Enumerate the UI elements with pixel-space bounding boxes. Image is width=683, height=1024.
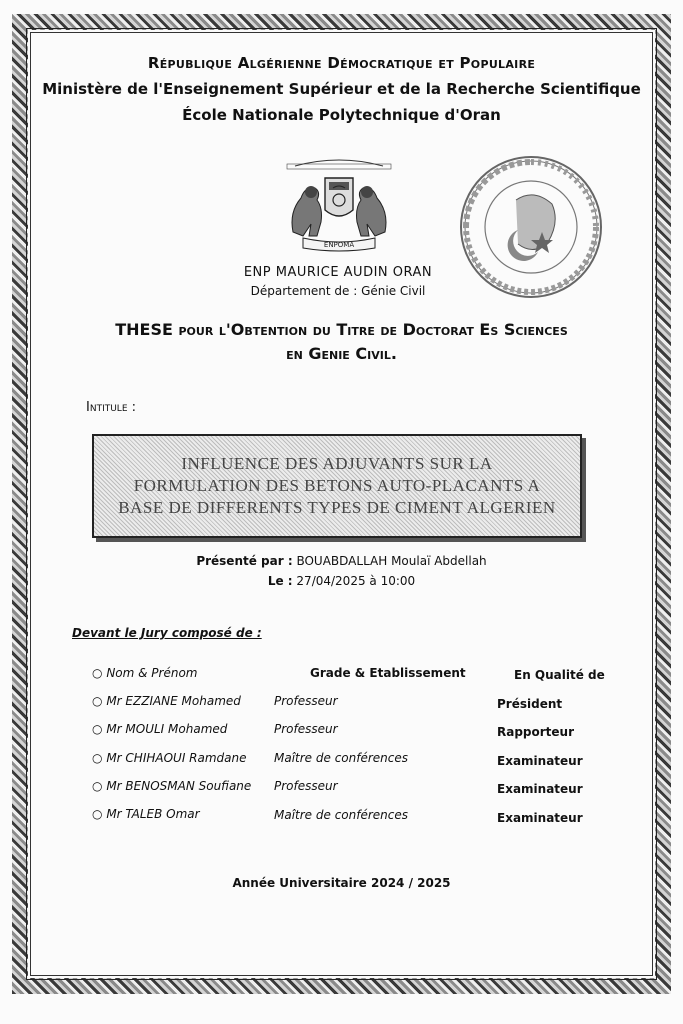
crest-banner-text: ENPOMA xyxy=(323,241,355,249)
presented-by-label: Présenté par : xyxy=(196,554,293,568)
date-label: Le : xyxy=(267,574,293,588)
jury-header-grade: Grade & Etablissement xyxy=(310,666,466,680)
bullet-icon: ○ xyxy=(92,751,103,765)
department-name: Département de : Génie Civil xyxy=(250,284,426,298)
defense-date: 27/04/2025 à 10:00 xyxy=(296,574,416,588)
jury-member-grade: Maître de conférences xyxy=(274,808,408,822)
jury-member-name: ○ Mr TALEB Omar xyxy=(92,807,200,821)
thesis-title-line-2: en Genie Civil. xyxy=(286,344,397,363)
jury-member-name: ○ Mr MOULI Mohamed xyxy=(92,722,228,736)
official-stamp-icon xyxy=(456,152,606,302)
bullet-icon: ○ xyxy=(92,722,103,736)
defense-date-line xyxy=(0,574,683,588)
jury-header-role: En Qualité de xyxy=(514,668,605,682)
bullet-icon: ○ xyxy=(92,807,103,821)
institution-name: ENP MAURICE AUDIN ORAN xyxy=(243,265,433,280)
intitule-label: Intitule : xyxy=(86,400,137,415)
bullet-icon: ○ xyxy=(92,694,103,708)
school-crest-icon xyxy=(275,152,403,252)
jury-member-grade: Maître de conférences xyxy=(274,751,408,765)
jury-member-role: Examinateur xyxy=(497,754,583,768)
jury-member-grade: Professeur xyxy=(274,722,338,736)
thesis-title-line-1: THESE pour l'Obtention du Titre de Doctorat Es Sciences xyxy=(115,320,568,339)
presented-by-line xyxy=(0,554,683,568)
school-heading: École Nationale Polytechnique d'Oran xyxy=(182,106,501,124)
jury-member-name: ○ Mr BENOSMAN Soufiane xyxy=(92,779,252,793)
jury-member-role: Président xyxy=(497,697,563,711)
author-name: BOUABDALLAH Moulaï Abdellah xyxy=(296,554,487,568)
jury-member-name: ○ Mr EZZIANE Mohamed xyxy=(92,694,241,708)
jury-heading: Devant le Jury composé de : xyxy=(72,626,262,640)
bullet-icon: ○ xyxy=(92,666,103,680)
republic-heading: République Algérienne Démocratique et Populaire xyxy=(147,54,536,72)
thesis-subject-box xyxy=(92,434,582,538)
thesis-subject: INFLUENCE DES ADJUVANTS SUR LA FORMULATION DES BETONS AUTO-PLACANTS A BASE DE DIFFERENTS TYPES DE CIMENT ALGERIEN xyxy=(118,454,556,517)
jury-member-role: Rapporteur xyxy=(497,725,575,739)
academic-year: Année Universitaire 2024 / 2025 xyxy=(232,876,451,890)
jury-member-role: Examinateur xyxy=(497,782,583,796)
jury-member-name: ○ Mr CHIHAOUI Ramdane xyxy=(92,751,247,765)
jury-header-name: ○ Nom & Prénom xyxy=(92,666,198,680)
jury-member-role: Examinateur xyxy=(497,811,583,825)
ministry-heading: Ministère de l'Enseignement Supérieur et de la Recherche Scientifique xyxy=(42,80,641,98)
jury-member-grade: Professeur xyxy=(274,694,338,708)
jury-member-grade: Professeur xyxy=(274,779,338,793)
bullet-icon: ○ xyxy=(92,779,103,793)
